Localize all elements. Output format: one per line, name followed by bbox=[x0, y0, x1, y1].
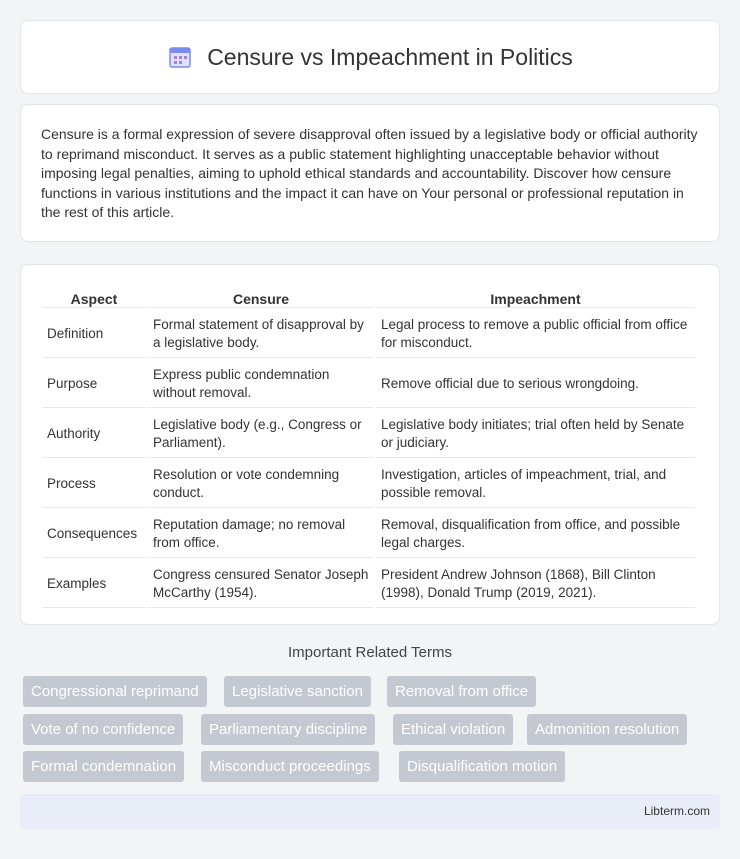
related-term-tag[interactable]: Legislative sanction bbox=[224, 676, 371, 707]
censure-cell: Resolution or vote condemning conduct. bbox=[148, 460, 374, 508]
table-row bbox=[42, 360, 695, 408]
column-header-censure: Censure bbox=[148, 288, 374, 308]
calendar-icon bbox=[167, 44, 193, 70]
related-term-tag[interactable]: Congressional reprimand bbox=[23, 676, 207, 707]
censure-cell: Congress censured Senator Joseph McCarthy (1954). bbox=[148, 560, 374, 608]
table-row bbox=[42, 310, 695, 358]
aspect-cell: Authority bbox=[42, 410, 146, 458]
site-credit-link[interactable]: Libterm.com bbox=[643, 804, 710, 818]
related-term-tag[interactable]: Vote of no confidence bbox=[23, 714, 183, 745]
page-title: Censure vs Impeachment in Politics bbox=[207, 43, 573, 70]
impeachment-cell: Remove official due to serious wrongdoing. bbox=[376, 360, 695, 408]
comparison-table-card bbox=[20, 264, 720, 625]
impeachment-cell: Legal process to remove a public official from office for misconduct. bbox=[376, 310, 695, 358]
related-term-tag[interactable]: Admonition resolution bbox=[527, 714, 687, 745]
related-term-tag[interactable]: Formal condemnation bbox=[23, 751, 184, 782]
impeachment-cell: President Andrew Johnson (1868), Bill Clinton (1998), Donald Trump (2019, 2021). bbox=[376, 560, 695, 608]
impeachment-cell: Removal, disqualification from office, and possible legal charges. bbox=[376, 510, 695, 558]
aspect-cell: Examples bbox=[42, 560, 146, 608]
table-row bbox=[42, 410, 695, 458]
impeachment-cell: Legislative body initiates; trial often held by Senate or judiciary. bbox=[376, 410, 695, 458]
aspect-cell: Consequences bbox=[42, 510, 146, 558]
aspect-cell: Purpose bbox=[42, 360, 146, 408]
censure-cell: Reputation damage; no removal from office. bbox=[148, 510, 374, 558]
column-header-impeachment: Impeachment bbox=[376, 288, 695, 308]
censure-cell: Formal statement of disapproval by a legislative body. bbox=[148, 310, 374, 358]
table-row bbox=[42, 460, 695, 508]
table-row bbox=[42, 560, 695, 608]
related-term-tag[interactable]: Ethical violation bbox=[393, 714, 513, 745]
column-header-aspect: Aspect bbox=[42, 288, 146, 308]
aspect-cell: Process bbox=[42, 460, 146, 508]
intro-card bbox=[20, 104, 720, 242]
impeachment-cell: Investigation, articles of impeachment, trial, and possible removal. bbox=[376, 460, 695, 508]
aspect-cell: Definition bbox=[42, 310, 146, 358]
intro-text: Censure is a formal expression of severe disapproval often issued by a legislative body or official authority to reprimand misconduct. It serves as a public statement highlighting unacceptable behavior without imposing legal penalties, aiming to uphold ethical standards and accountability. Discover how censure functions in various institutions and the impact it can have on Your personal or professional reputation in the rest of this article. bbox=[41, 126, 698, 221]
related-term-tag[interactable]: Parliamentary discipline bbox=[201, 714, 375, 745]
censure-cell: Legislative body (e.g., Congress or Parliament). bbox=[148, 410, 374, 458]
censure-cell: Express public condemnation without removal. bbox=[148, 360, 374, 408]
related-terms-title: Important Related Terms bbox=[288, 644, 452, 661]
related-term-tag[interactable]: Misconduct proceedings bbox=[201, 751, 379, 782]
related-term-tag[interactable]: Removal from office bbox=[387, 676, 536, 707]
table-row bbox=[42, 510, 695, 558]
related-term-tag[interactable]: Disqualification motion bbox=[399, 751, 565, 782]
header-card bbox=[20, 20, 720, 94]
footer bbox=[20, 794, 720, 829]
comparison-table bbox=[40, 286, 697, 610]
table-header-row bbox=[42, 288, 695, 308]
